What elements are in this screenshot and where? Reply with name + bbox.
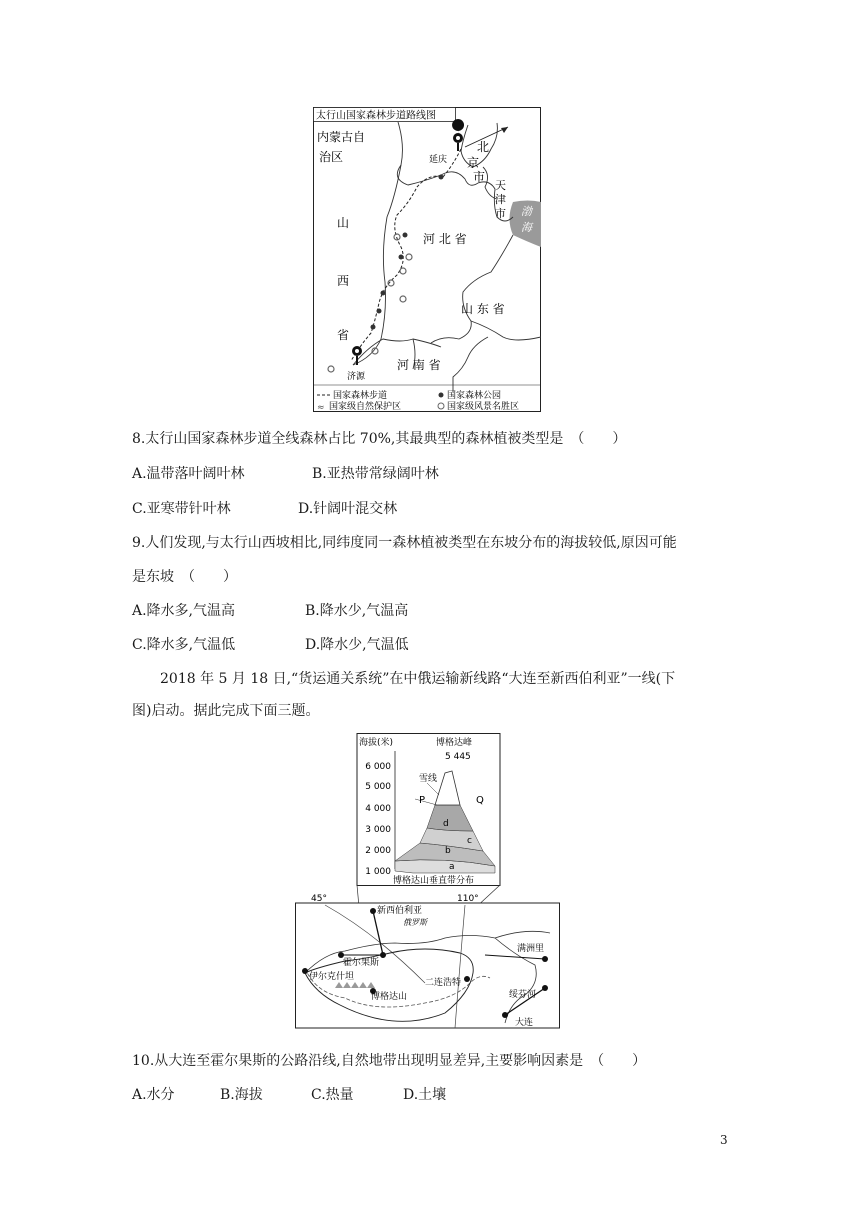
svg-text:山 东 省: 山 东 省 xyxy=(461,302,505,316)
svg-text:国家级自然保护区: 国家级自然保护区 xyxy=(329,402,402,412)
svg-text:俄罗斯: 俄罗斯 xyxy=(403,918,427,927)
q9-stem-line1: 9.人们发现,与太行山西坡相比,同纬度同一森林植被类型在东坡分布的海拔较低,原因可能 xyxy=(132,535,677,551)
svg-text:5 000: 5 000 xyxy=(365,782,391,792)
svg-text:1 000: 1 000 xyxy=(365,867,391,877)
q8-option-d[interactable]: D.针阔叶混交林 xyxy=(298,501,398,517)
svg-text:海: 海 xyxy=(521,221,532,234)
svg-text:雪线: 雪线 xyxy=(419,774,438,784)
svg-text:霍尔果斯: 霍尔果斯 xyxy=(343,958,380,968)
q8-option-a[interactable]: A.温带落叶阔叶林 xyxy=(132,466,245,482)
q9-stem-line2: 是东坡 （ ） xyxy=(132,569,237,585)
svg-text:国家森林公园: 国家森林公园 xyxy=(447,391,502,401)
q10-stem: 10.从大连至霍尔果斯的公路沿线,自然地带出现明显差异,主要影响因素是 （ ） xyxy=(132,1053,647,1069)
svg-text:济源: 济源 xyxy=(347,372,366,382)
page-number: 3 xyxy=(720,1133,728,1147)
bogda-route-map xyxy=(295,733,560,1029)
svg-text:西: 西 xyxy=(337,274,350,288)
svg-text:山: 山 xyxy=(337,216,350,230)
svg-text:北: 北 xyxy=(477,140,490,154)
svg-text:45°: 45° xyxy=(311,894,327,904)
svg-text:d: d xyxy=(443,819,449,829)
svg-text:国家级风景名胜区: 国家级风景名胜区 xyxy=(447,402,520,412)
svg-text:津: 津 xyxy=(495,193,506,206)
svg-text:新西伯利亚: 新西伯利亚 xyxy=(377,906,423,916)
q10-option-c[interactable]: C.热量 xyxy=(311,1087,354,1103)
svg-text:国家森林步道: 国家森林步道 xyxy=(333,391,388,401)
taihang-trail-map xyxy=(313,107,541,412)
svg-text:Q: Q xyxy=(476,795,484,806)
q8-option-b[interactable]: B.亚热带常绿阔叶林 xyxy=(312,466,439,482)
svg-text:市: 市 xyxy=(473,170,486,184)
svg-text:博格达山垂直带分布: 博格达山垂直带分布 xyxy=(393,876,475,886)
svg-text:内蒙古自: 内蒙古自 xyxy=(317,130,366,144)
q10-option-b[interactable]: B.海拔 xyxy=(220,1087,263,1103)
svg-text:P: P xyxy=(419,795,426,806)
svg-text:天: 天 xyxy=(495,179,506,192)
svg-text:博格达峰: 博格达峰 xyxy=(436,738,473,748)
svg-text:≈: ≈ xyxy=(317,403,325,412)
q9-option-a[interactable]: A.降水多,气温高 xyxy=(132,603,236,619)
svg-text:110°: 110° xyxy=(457,894,479,904)
svg-text:延庆: 延庆 xyxy=(429,155,448,165)
intro-line2: 图)启动。据此完成下面三题。 xyxy=(132,703,320,719)
svg-text:市: 市 xyxy=(495,207,506,220)
svg-text:b: b xyxy=(445,846,451,856)
svg-text:河 南 省: 河 南 省 xyxy=(397,358,441,372)
svg-text:2 000: 2 000 xyxy=(365,846,391,856)
svg-text:绥芬河: 绥芬河 xyxy=(509,990,537,1000)
svg-text:4 000: 4 000 xyxy=(365,804,391,814)
q9-option-c[interactable]: C.降水多,气温低 xyxy=(132,637,236,653)
intro-line1: 2018 年 5 月 18 日,“货运通关系统”在中俄运输新线路“大连至新西伯利亚”一线(下 xyxy=(160,671,676,687)
svg-text:京: 京 xyxy=(467,156,480,170)
q8-option-c[interactable]: C.亚寒带针叶林 xyxy=(132,501,231,517)
svg-text:治区: 治区 xyxy=(319,150,344,164)
svg-text:博格达山: 博格达山 xyxy=(371,992,408,1002)
q8-stem: 8.太行山国家森林步道全线森林占比 70%,其最典型的森林植被类型是 （ ） xyxy=(132,431,627,447)
svg-text:大连: 大连 xyxy=(515,1018,534,1028)
q9-option-b[interactable]: B.降水少,气温高 xyxy=(305,603,409,619)
q9-option-d[interactable]: D.降水少,气温低 xyxy=(305,637,409,653)
svg-text:二连浩特: 二连浩特 xyxy=(425,978,462,988)
svg-text:a: a xyxy=(449,862,455,872)
svg-text:省: 省 xyxy=(337,328,350,342)
svg-text:海拔(米): 海拔(米) xyxy=(359,738,394,748)
svg-text:3 000: 3 000 xyxy=(365,825,391,835)
svg-text:伊尔克什坦: 伊尔克什坦 xyxy=(309,972,355,982)
svg-text:渤: 渤 xyxy=(521,205,532,218)
svg-text:河 北 省: 河 北 省 xyxy=(423,232,467,246)
q10-option-d[interactable]: D.土壤 xyxy=(403,1087,447,1103)
svg-text:满洲里: 满洲里 xyxy=(517,944,545,954)
svg-text:6 000: 6 000 xyxy=(365,762,391,772)
svg-text:5 445: 5 445 xyxy=(445,752,471,762)
map1-title: 太行山国家森林步道路线图 xyxy=(316,110,436,122)
svg-text:c: c xyxy=(467,836,472,846)
q10-option-a[interactable]: A.水分 xyxy=(132,1087,175,1103)
